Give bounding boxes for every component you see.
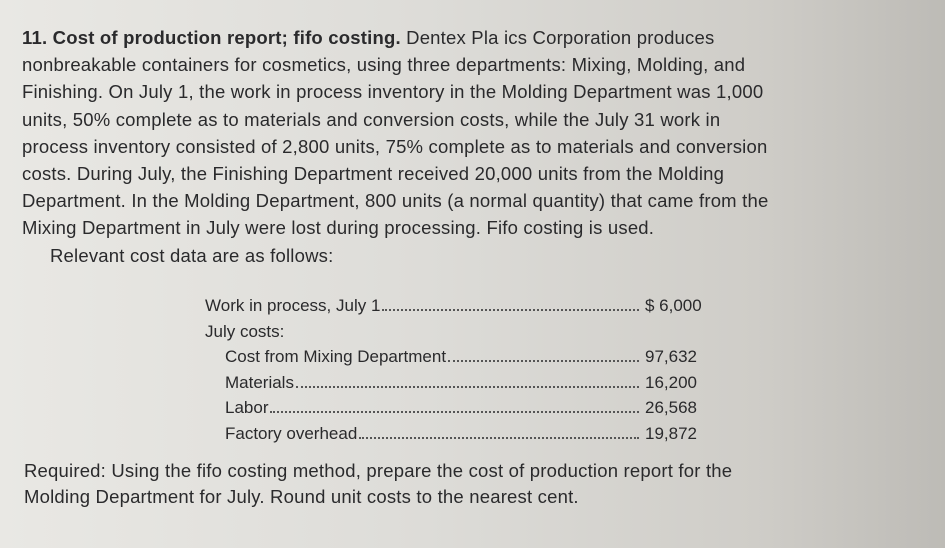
cost-label: Factory overhead xyxy=(225,423,358,443)
cost-row-overhead xyxy=(205,421,715,447)
required-line-2: Molding Department for July. Round unit costs to the nearest cent. xyxy=(24,486,579,507)
cost-row-mixing xyxy=(205,344,715,370)
problem-title: Cost of production report; fifo costing. xyxy=(52,27,401,48)
cost-label: Materials xyxy=(225,372,294,392)
required-line-1: Required: Using the fifo costing method, prepare the cost of production report for the xyxy=(24,460,733,481)
cost-amount: 19,872 xyxy=(645,423,697,443)
required-section xyxy=(24,458,904,510)
cost-amount: 26,568 xyxy=(645,398,697,417)
problem-line-3: Finishing. On July 1, the work in process inventory in the Molding Department was 1,000 xyxy=(22,81,764,103)
problem-line-7: Department. In the Molding Department, 800 units (a normal quantity) that came from the xyxy=(22,190,769,212)
dot-leader xyxy=(296,386,639,388)
problem-line-1 xyxy=(22,24,917,51)
problem-line-8: Mixing Department in July were lost during processing. Fifo costing is used. xyxy=(22,217,655,239)
dot-leader xyxy=(382,309,639,311)
problem-paragraph xyxy=(22,24,917,269)
wip-amount: $ 6,000 xyxy=(645,296,702,315)
cost-amount: 16,200 xyxy=(645,372,697,392)
problem-line-2: nonbreakable containers for cosmetics, using three departments: Mixing, Molding, and xyxy=(22,54,746,76)
wip-row xyxy=(205,293,715,319)
problem-line-4: units, 50% complete as to materials and conversion costs, while the July 31 work in xyxy=(22,108,721,130)
cost-amount: 97,632 xyxy=(645,347,697,366)
cost-row-labor xyxy=(205,395,715,421)
cost-label: Cost from Mixing Department xyxy=(225,347,447,366)
cost-label: Labor xyxy=(225,398,269,417)
cost-row-materials xyxy=(205,370,715,396)
dot-leader xyxy=(270,411,639,413)
july-costs-label: July costs: xyxy=(205,321,285,341)
problem-line-5: process inventory consisted of 2,800 units, 75% complete as to materials and conversion xyxy=(22,135,768,157)
problem-number: 11. xyxy=(22,27,48,48)
july-costs-row xyxy=(205,319,715,345)
problem-line-9: Relevant cost data are as follows: xyxy=(50,244,334,266)
problem-line-6: costs. During July, the Finishing Department received 20,000 units from the Molding xyxy=(22,163,725,185)
problem-line-1-rest: Dentex Pla ics Corporation produces xyxy=(400,27,715,48)
cost-data-table xyxy=(205,293,715,446)
dot-leader xyxy=(359,437,639,439)
wip-label: Work in process, July 1 xyxy=(205,296,381,315)
dot-leader xyxy=(448,360,639,362)
